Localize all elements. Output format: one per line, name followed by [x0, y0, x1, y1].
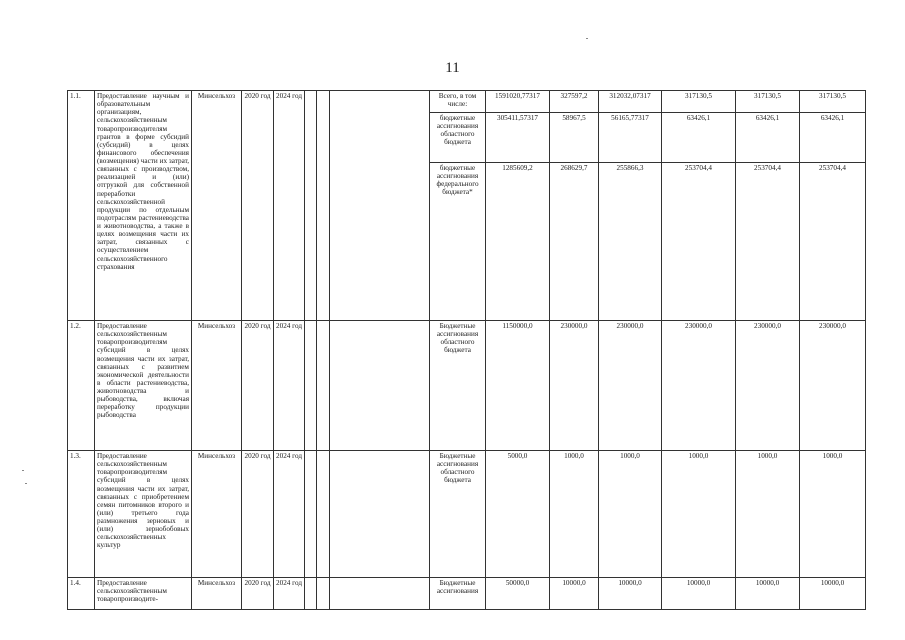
- value-2020: 58967,5: [550, 113, 599, 163]
- row-number: 1.3.: [68, 451, 95, 578]
- empty-cell: [317, 91, 330, 321]
- empty-cell: [330, 91, 430, 321]
- value-2021: 312032,07317: [599, 91, 662, 113]
- value-2023: 253704,4: [736, 163, 800, 321]
- value-2020: 10000,0: [550, 578, 599, 610]
- funding-source: Всего, в том числе:: [430, 91, 486, 113]
- page-number: 11: [445, 60, 460, 76]
- empty-cell: [317, 578, 330, 610]
- value-2024: 1000,0: [800, 451, 866, 578]
- value-2020: 327597,2: [550, 91, 599, 113]
- table-row: [68, 578, 866, 610]
- value-2023: 230000,0: [736, 321, 800, 451]
- value-total: 305411,57317: [486, 113, 550, 163]
- funding-source: Бюджетные ассигнования областного бюджета: [430, 451, 486, 578]
- value-2021: 255866,3: [599, 163, 662, 321]
- budget-table: [67, 90, 866, 610]
- end-year: 2024 год: [274, 578, 305, 610]
- measure-name: Предоставление сельскохозяйственным товаропроизводите-: [95, 578, 192, 610]
- scan-speck: [22, 470, 24, 471]
- table-row: [68, 451, 866, 578]
- start-year: 2020 год: [242, 451, 274, 578]
- value-2023: 317130,5: [736, 91, 800, 113]
- funding-source: Бюджетные ассигнования областного бюджета: [430, 321, 486, 451]
- value-total: 5000,0: [486, 451, 550, 578]
- funding-source: бюджетные ассигнования областного бюджета: [430, 113, 486, 163]
- value-2021: 1000,0: [599, 451, 662, 578]
- row-number: 1.1.: [68, 91, 95, 321]
- value-total: 1591020,77317: [486, 91, 550, 113]
- start-year: 2020 год: [242, 578, 274, 610]
- scan-speck: [586, 38, 588, 39]
- start-year: 2020 год: [242, 91, 274, 321]
- value-2022: 10000,0: [662, 578, 736, 610]
- end-year: 2024 год: [274, 91, 305, 321]
- empty-cell: [317, 321, 330, 451]
- empty-cell: [305, 321, 317, 451]
- table-row: [68, 321, 866, 451]
- value-2022: 1000,0: [662, 451, 736, 578]
- empty-cell: [305, 91, 317, 321]
- value-2024: 230000,0: [800, 321, 866, 451]
- row-number: 1.4.: [68, 578, 95, 610]
- value-2022: 63426,1: [662, 113, 736, 163]
- executor: Минсельхоз: [192, 321, 242, 451]
- value-2020: 1000,0: [550, 451, 599, 578]
- end-year: 2024 год: [274, 451, 305, 578]
- row-number: 1.2.: [68, 321, 95, 451]
- value-2024: 10000,0: [800, 578, 866, 610]
- executor: Минсельхоз: [192, 91, 242, 321]
- empty-cell: [330, 321, 430, 451]
- empty-cell: [330, 578, 430, 610]
- funding-source: Бюджетные ассигнования: [430, 578, 486, 610]
- value-total: 1285609,2: [486, 163, 550, 321]
- end-year: 2024 год: [274, 321, 305, 451]
- value-2021: 230000,0: [599, 321, 662, 451]
- scan-speck: [25, 483, 27, 484]
- value-total: 1150000,0: [486, 321, 550, 451]
- value-2021: 10000,0: [599, 578, 662, 610]
- table-row: [68, 91, 866, 113]
- value-2022: 230000,0: [662, 321, 736, 451]
- value-2024: 63426,1: [800, 113, 866, 163]
- executor: Минсельхоз: [192, 578, 242, 610]
- value-total: 50000,0: [486, 578, 550, 610]
- value-2020: 230000,0: [550, 321, 599, 451]
- start-year: 2020 год: [242, 321, 274, 451]
- value-2020: 268629,7: [550, 163, 599, 321]
- executor: Минсельхоз: [192, 451, 242, 578]
- funding-source: бюджетные ассигнования федерального бюджета*: [430, 163, 486, 321]
- value-2023: 1000,0: [736, 451, 800, 578]
- empty-cell: [305, 451, 317, 578]
- empty-cell: [330, 451, 430, 578]
- measure-name: Предоставление сельскохозяйственным товаропроизводителям субсидий в целях возмещения части их затрат, связанных с приобретением семян питомников второго и (или) третьего года размножения зерновых и (или) зернобобовых сельскохозяйственных культур: [95, 451, 192, 578]
- value-2022: 253704,4: [662, 163, 736, 321]
- measure-name: Предоставление научным и образовательным организациям, сельскохозяйственным товаропроизводителям грантов в форме субсидий (субсидий) в целях финансового обеспечения (возмещения) части их затрат, связанных с производством, реализацией и (или) отгрузкой для собственной переработки сельскохозяйственной продукции по отдельным подотраслям растениеводства и животноводства, а также в целях возмещения части их затрат, связанных с осуществлением сельскохозяйственного страхования: [95, 91, 192, 321]
- value-2022: 317130,5: [662, 91, 736, 113]
- empty-cell: [317, 451, 330, 578]
- value-2023: 63426,1: [736, 113, 800, 163]
- value-2024: 253704,4: [800, 163, 866, 321]
- value-2023: 10000,0: [736, 578, 800, 610]
- value-2021: 56165,77317: [599, 113, 662, 163]
- measure-name: Предоставление сельскохозяйственным товаропроизводителям субсидий в целях возмещения части их затрат, связанных с развитием экономической деятельности в области растениеводства, животноводства и рыбоводства, включая переработку продукции рыбоводства: [95, 321, 192, 451]
- empty-cell: [305, 578, 317, 610]
- value-2024: 317130,5: [800, 91, 866, 113]
